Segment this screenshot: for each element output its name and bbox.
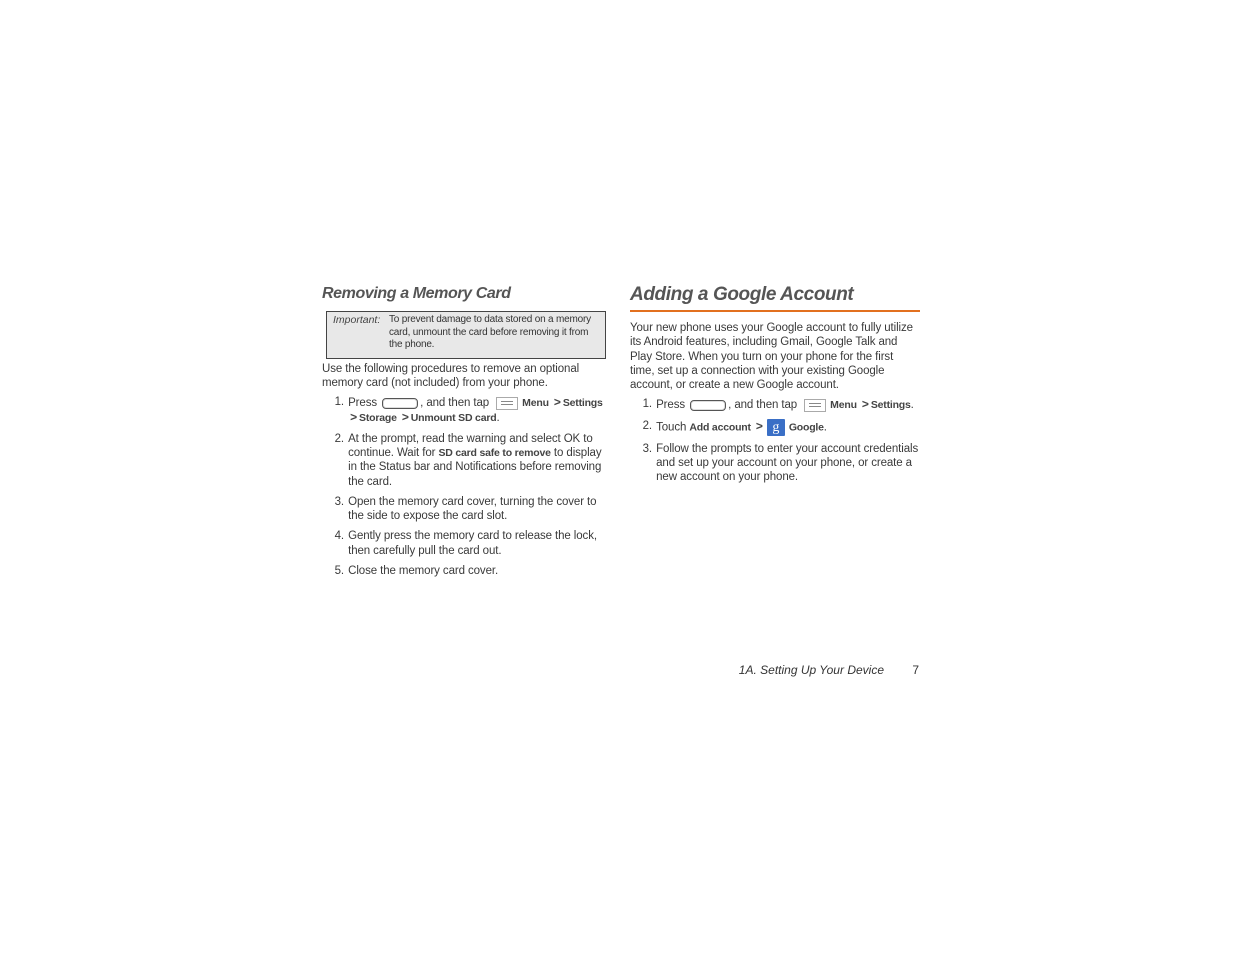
add-account-label: Add account (689, 421, 751, 434)
section-intro: Your new phone uses your Google account to fully utilize its Android features, including Gmail, Google Talk and Play Store. When you turn on your phone for the first time, set up a connection with your existing Google account, or create a new Google account. (630, 322, 913, 392)
home-key-icon (382, 398, 418, 409)
list-item: 2. Touch Add account > g Google. (642, 419, 827, 435)
home-key-icon (690, 400, 726, 411)
section-heading: Removing a Memory Card (322, 285, 511, 302)
settings-label: Settings (870, 399, 911, 412)
note-label: Important: (333, 314, 381, 326)
google-icon: g (767, 419, 785, 436)
page-footer (700, 661, 920, 681)
list-item: 3. Open the memory card cover, turning the cover to the side to expose the card slot. (334, 495, 597, 523)
list-item: 3. Follow the prompts to enter your account credentials and set up your account on your phone, or create a new account on your phone. (642, 442, 919, 484)
list-item: 4. Gently press the memory card to release the lock, then carefully pull the card out. (334, 530, 597, 557)
important-note (326, 311, 606, 359)
section-removing-memory-card (322, 284, 610, 584)
page-title: Adding a Google Account (630, 284, 920, 312)
list-item: 2. At the prompt, read the warning and select OK to continue. Wait for SD card safe to remove to display in the Status bar and Notifications before removing the card. (334, 432, 602, 488)
sd-card-safe-label: SD card safe to remove (438, 446, 551, 459)
footer-section-title: 1A. Setting Up Your Device (738, 663, 884, 677)
storage-label: Storage (359, 412, 397, 425)
note-text: To prevent damage to data stored on a memory card, unmount the card before removing it from the phone. (389, 314, 591, 350)
menu-label: Menu (522, 397, 549, 410)
settings-label: Settings (562, 397, 603, 410)
unmount-label: Unmount SD card (410, 412, 497, 425)
steps-list (322, 395, 610, 578)
page-number: 7 (912, 663, 919, 677)
menu-label: Menu (830, 399, 857, 412)
list-item: 5. Close the memory card cover. (334, 565, 499, 578)
google-label: Google (788, 421, 824, 434)
section-intro: Use the following procedures to remove an optional memory card (not included) from your phone. (322, 362, 580, 389)
section-adding-google-account (630, 284, 920, 491)
menu-key-icon (804, 399, 826, 412)
list-item: 1. Press , and then tap Menu > Settings. (642, 397, 914, 412)
list-item: 1. Press , and then tap Menu > Settings > Storage > Unmount SD card. (334, 395, 603, 425)
menu-key-icon (496, 397, 518, 410)
steps-list (630, 397, 920, 484)
